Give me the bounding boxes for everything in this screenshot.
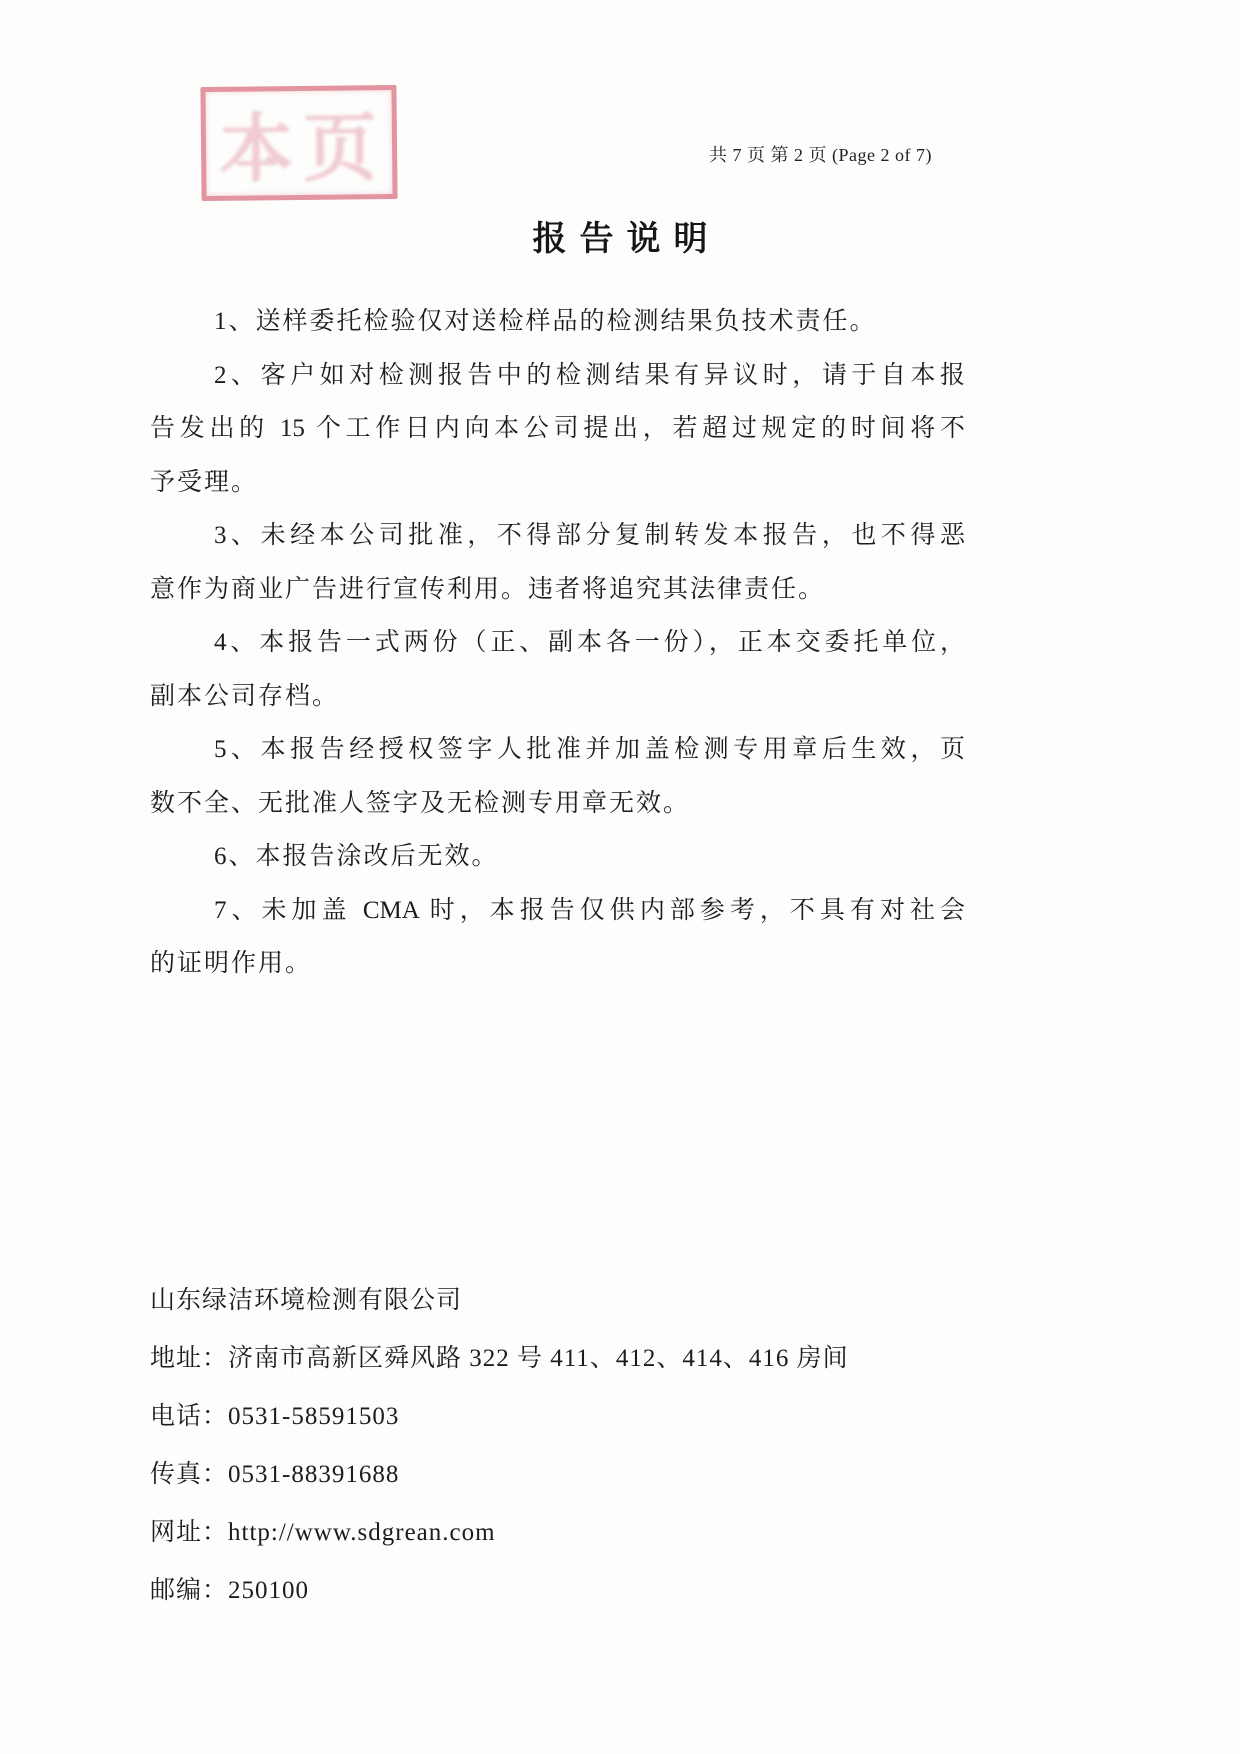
note-line-2: 2、客户如对检测报告中的检测结果有异议时，请于自本报	[214, 361, 965, 389]
note-line-9: 5、本报告经授权签字人批准并加盖检测专用章后生效，页	[214, 736, 965, 763]
note-line-6: 意作为商业广告进行宣传利用。违者将追究其法律责任。	[150, 575, 826, 603]
note-line-4: 予受理。	[150, 468, 259, 496]
note-line-13: 的证明作用。	[150, 950, 313, 977]
note-line-12: 7、未加盖 CMA 时，本报告仅供内部参考，不具有对社会	[214, 896, 965, 924]
company-address: 地址：济南市高新区舜风路 322 号 411、412、414、416 房间	[150, 1345, 849, 1372]
company-fax: 传真：0531-88391688	[150, 1461, 400, 1488]
note-line-11: 6、本报告涂改后无效。	[214, 843, 499, 870]
stamp-text: 本页	[218, 108, 388, 192]
page-title: 报告说明	[532, 220, 721, 258]
report-notes	[150, 295, 965, 991]
note-line-1: 1、送样委托检验仅对送检样品的检测结果负技术责任。	[214, 308, 877, 335]
note-line-5: 3、未经本公司批准，不得部分复制转发本报告，也不得恶	[214, 522, 965, 549]
note-line-7: 4、本报告一式两份（正、副本各一份），正本交委托单位，	[214, 629, 965, 656]
company-postcode: 邮编：250100	[150, 1577, 310, 1604]
company-phone: 电话：0531-58591503	[150, 1403, 400, 1430]
page-indicator: 共 7 页 第 2 页 (Page 2 of 7)	[709, 145, 932, 165]
note-line-3: 告发出的 15 个工作日内向本公司提出，若超过规定的时间将不	[150, 415, 965, 442]
note-line-8: 副本公司存档。	[150, 682, 340, 710]
note-line-10: 数不全、无批准人签字及无检测专用章无效。	[150, 789, 691, 817]
red-page-stamp	[200, 85, 397, 201]
company-name: 山东绿洁环境检测有限公司	[150, 1287, 463, 1314]
company-website: 网址：http://www.sdgrean.com	[150, 1519, 496, 1546]
company-info	[150, 1272, 1050, 1620]
